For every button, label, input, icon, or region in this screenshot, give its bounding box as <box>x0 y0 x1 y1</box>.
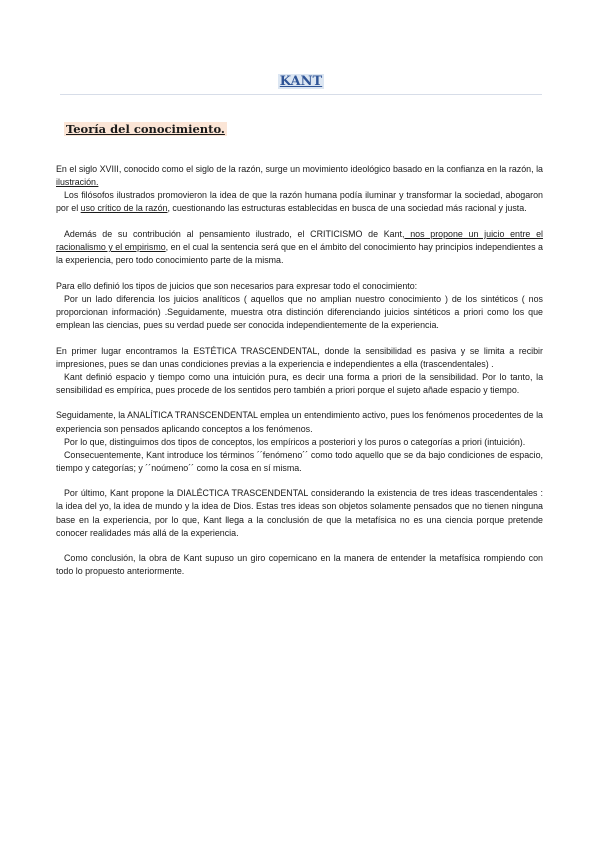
underlined-juicio: nos propone un juicio entre el racionalismo y el empirismo <box>56 228 543 252</box>
paragraph-6: Por último, Kant propone la DIALÉCTICA TRASCENDENTAL considerando la existencia de tres ideas trascendentales : la idea del yo, la idea de mundo y la idea de Dios. Estas tres ideas son objetos solamente pensados que no tienen ninguna base en la experiencia, por lo que, Kant llega a la conclusión de que la metafísica no es una ciencia porque pretende conocer realidades más allá de la experiencia. <box>56 488 543 538</box>
paragraph-4-line-a: En primer lugar encontramos la ESTÉTICA TRASCENDENTAL, donde la sensibilidad es pasiva y se limita a recibir impresiones, pues se dan unas condiciones previas a la experiencia e independientes a ella (trascendentales) . <box>56 345 543 369</box>
paragraph-1-line-b: Los filósofos ilustrados promovieron la idea de que la razón humana podía iluminar y transformar la sociedad, abogaron por el uso crítico de la razón, cuestionando las estructuras establecidas en busca de una sociedad más racional y justa. <box>56 190 543 214</box>
underlined-ilustracion: ilustración. <box>56 177 99 188</box>
paragraph-3 <box>56 280 543 332</box>
paragraph-7: Como conclusión, la obra de Kant supuso un giro copernicano en la manera de entender la metafísica rompiendo con todo lo propuesto anteriormente. <box>56 553 543 577</box>
paragraph-5-line-b: Por lo que, distinguimos dos tipos de conceptos, los empíricos a posteriori y los puros o categorías a priori (intuición). <box>64 436 526 447</box>
title-container <box>60 72 542 90</box>
paragraph-4-line-b: Kant definió espacio y tiempo como una intuición pura, es decir una forma a priori de la sensibilidad. Por lo tanto, la sensibilidad es empírica, pues procede de los sentidos pero también a priori porque el sujeto añade espacio y tiempo. <box>56 371 543 395</box>
paragraph-3-line-b: Por un lado diferencia los juicios analíticos ( aquellos que no amplian nuestro conocimiento ) de los sintéticos ( nos proporcionan información) .Seguidamente, muestra otra distinción diferenciando juicios sintéticos a priori como los que emplean las ciencias, pues su verdad puede ser conocida independientemente de la experiencia. <box>56 293 543 330</box>
paragraph-5-line-c: Consecuentemente, Kant introduce los términos ´´fenómeno´´ como todo aquello que se da bajo condiciones de espacio, tiempo y categorías; y ´´noúmeno´´ como la cosa en sí misma. <box>56 449 543 473</box>
paragraph-5 <box>56 409 543 474</box>
paragraph-5-line-a: Seguidamente, la ANALÍTICA TRANSCENDENTAL emplea un entendimiento activo, pues los fenómenos procedentes de la experiencia son pensados aplicando conceptos a los fenómenos. <box>56 410 543 434</box>
title-divider <box>60 94 542 95</box>
paragraph-2: Además de su contribución al pensamiento ilustrado, el CRITICISMO de Kant, nos propone un juicio entre el racionalismo y el empirismo, en el cual la sentencia será que en el ámbito del conocimiento hay principios independientes a la experiencia, pero todo conocimiento parte de la misma. <box>56 228 543 266</box>
paragraph-1 <box>56 163 543 215</box>
paragraph-3-line-a: Para ello definió los tipos de juicios que son necesarios para expresar todo el conocimiento: <box>56 280 418 291</box>
section-heading: Teoría del conocimiento. <box>66 122 225 136</box>
underlined-uso-critico: uso crítico de la razón <box>80 203 168 214</box>
paragraph-1-line-a: En el siglo XVIII, conocido como el siglo de la razón, surge un movimiento ideológico basado en la confianza en la razón, la ilustración. <box>56 164 543 188</box>
document-title: KANT <box>279 74 323 89</box>
document-body <box>56 163 543 591</box>
paragraph-4 <box>56 345 543 397</box>
